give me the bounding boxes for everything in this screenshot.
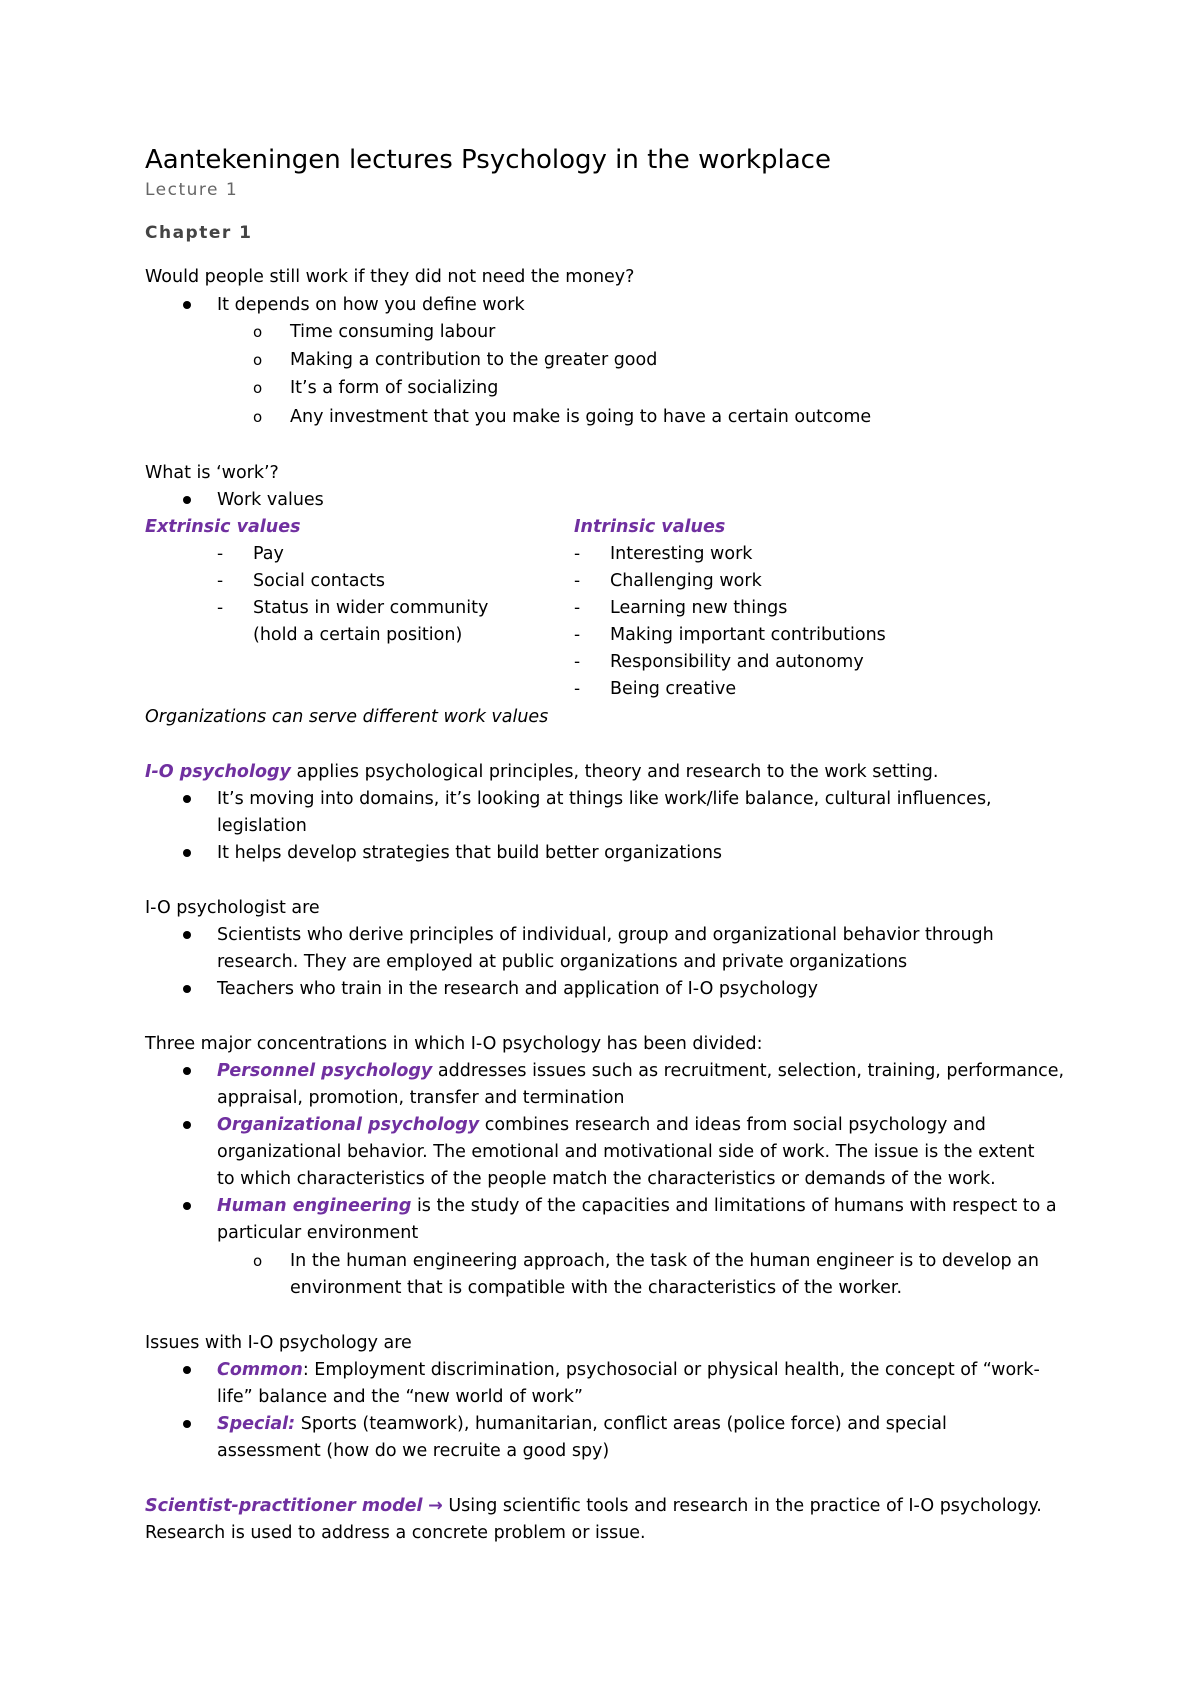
- common-line: [217, 1358, 1040, 1382]
- bullet-text: It depends on how you define work: [217, 295, 525, 315]
- io-definition-text: applies psychological principles, theory and research to the work setting.: [290, 762, 939, 782]
- extrinsic-item: Pay: [253, 544, 284, 564]
- question-text: What is ‘work’?: [145, 463, 279, 483]
- bullet-dot: [183, 795, 191, 803]
- bullet-text: Work values: [217, 490, 324, 510]
- special-text: Sports (teamwork), humanitarian, conflict areas (police force) and special: [295, 1414, 947, 1434]
- intrinsic-item: Challenging work: [610, 571, 762, 591]
- org-term: Organizational psychology: [217, 1115, 480, 1135]
- common-term: Common: [217, 1360, 303, 1380]
- sub-bullet-text: It’s a form of socializing: [290, 378, 499, 398]
- sub-bullet-icon: o: [253, 351, 263, 369]
- io-definition: [145, 760, 938, 784]
- personnel-line: [217, 1059, 1064, 1083]
- intrinsic-heading: Intrinsic values: [574, 517, 726, 537]
- bullet-dot: [183, 1420, 191, 1428]
- extrinsic-item: (hold a certain position): [253, 625, 463, 645]
- dash-marker: -: [574, 544, 581, 564]
- document-title: Aantekeningen lectures Psychology in the workplace: [145, 145, 831, 175]
- intrinsic-item: Being creative: [610, 679, 737, 699]
- sub-bullet-icon: o: [253, 1252, 263, 1270]
- bullet-dot: [183, 496, 191, 504]
- chapter-heading: Chapter 1: [145, 223, 253, 243]
- model-line-2: Research is used to address a concrete problem or issue.: [145, 1523, 646, 1543]
- bullet-dot: [183, 1366, 191, 1374]
- dash-marker: -: [574, 652, 581, 672]
- dash-marker: -: [574, 679, 581, 699]
- dash-marker: -: [217, 544, 224, 564]
- section-heading: Three major concentrations in which I-O psychology has been divided:: [145, 1034, 763, 1054]
- bullet-text: legislation: [217, 816, 307, 836]
- personnel-term: Personnel psychology: [217, 1061, 433, 1081]
- sub-bullet-icon: o: [253, 408, 263, 426]
- io-term: I-O psychology: [145, 762, 291, 782]
- bullet-dot: [183, 301, 191, 309]
- org-line-2: organizational behavior. The emotional and motivational side of work. The issue is the extent: [217, 1142, 1035, 1162]
- extrinsic-heading: Extrinsic values: [145, 517, 301, 537]
- bullet-dot: [183, 849, 191, 857]
- question-text: Would people still work if they did not need the money?: [145, 267, 635, 287]
- org-text: combines research and ideas from social psychology and: [479, 1115, 986, 1135]
- document-subtitle: Lecture 1: [145, 180, 239, 200]
- model-text: Using scientific tools and research in the practice of I-O psychology.: [442, 1496, 1042, 1516]
- special-line-2: assessment (how do we recruite a good spy): [217, 1441, 610, 1461]
- human-line-2: particular environment: [217, 1223, 419, 1243]
- bullet-text: research. They are employed at public organizations and private organizations: [217, 952, 908, 972]
- extrinsic-item: Status in wider community: [253, 598, 489, 618]
- section-heading: Issues with I-O psychology are: [145, 1333, 412, 1353]
- note-text: Organizations can serve different work values: [145, 707, 549, 727]
- bullet-dot: [183, 931, 191, 939]
- sub-bullet-icon: o: [253, 323, 263, 341]
- sub-bullet-text: Making a contribution to the greater good: [290, 350, 658, 370]
- bullet-text: Scientists who derive principles of individual, group and organizational behavior through: [217, 925, 994, 945]
- dash-marker: -: [217, 571, 224, 591]
- org-line-3: to which characteristics of the people match the characteristics or demands of the work.: [217, 1169, 996, 1189]
- model-term: Scientist-practitioner model: [145, 1496, 423, 1516]
- sub-bullet-text: Time consuming labour: [290, 322, 496, 342]
- dash-marker: -: [574, 598, 581, 618]
- intrinsic-item: Making important contributions: [610, 625, 886, 645]
- dash-marker: -: [574, 571, 581, 591]
- extrinsic-item: Social contacts: [253, 571, 386, 591]
- human-line: [217, 1194, 1057, 1218]
- dash-marker: -: [217, 598, 224, 618]
- special-term: Special:: [217, 1414, 296, 1434]
- arrow-right-icon: →: [428, 1496, 443, 1516]
- bullet-text: It’s moving into domains, it’s looking at things like work/life balance, cultural influences,: [217, 789, 992, 809]
- dash-marker: -: [574, 625, 581, 645]
- intrinsic-item: Interesting work: [610, 544, 753, 564]
- human-term: Human engineering: [217, 1196, 412, 1216]
- common-line-2: life” balance and the “new world of work”: [217, 1387, 583, 1407]
- sub-bullet-text: In the human engineering approach, the task of the human engineer is to develop an: [290, 1251, 1039, 1271]
- bullet-dot: [183, 985, 191, 993]
- bullet-text: Teachers who train in the research and application of I-O psychology: [217, 979, 818, 999]
- human-text: is the study of the capacities and limitations of humans with respect to a: [411, 1196, 1057, 1216]
- bullet-dot: [183, 1121, 191, 1129]
- personnel-line-2: appraisal, promotion, transfer and termination: [217, 1088, 625, 1108]
- special-line: [217, 1412, 947, 1436]
- model-line: [145, 1494, 1042, 1518]
- intrinsic-item: Learning new things: [610, 598, 788, 618]
- section-heading: I-O psychologist are: [145, 898, 320, 918]
- personnel-text: addresses issues such as recruitment, selection, training, performance,: [432, 1061, 1065, 1081]
- sub-bullet-text: environment that is compatible with the characteristics of the worker.: [290, 1278, 903, 1298]
- bullet-text: It helps develop strategies that build better organizations: [217, 843, 723, 863]
- common-text: : Employment discrimination, psychosocial or physical health, the concept of “work-: [302, 1360, 1040, 1380]
- org-line: [217, 1113, 986, 1137]
- sub-bullet-icon: o: [253, 379, 263, 397]
- sub-bullet-text: Any investment that you make is going to have a certain outcome: [290, 407, 872, 427]
- bullet-dot: [183, 1202, 191, 1210]
- intrinsic-item: Responsibility and autonomy: [610, 652, 864, 672]
- bullet-dot: [183, 1067, 191, 1075]
